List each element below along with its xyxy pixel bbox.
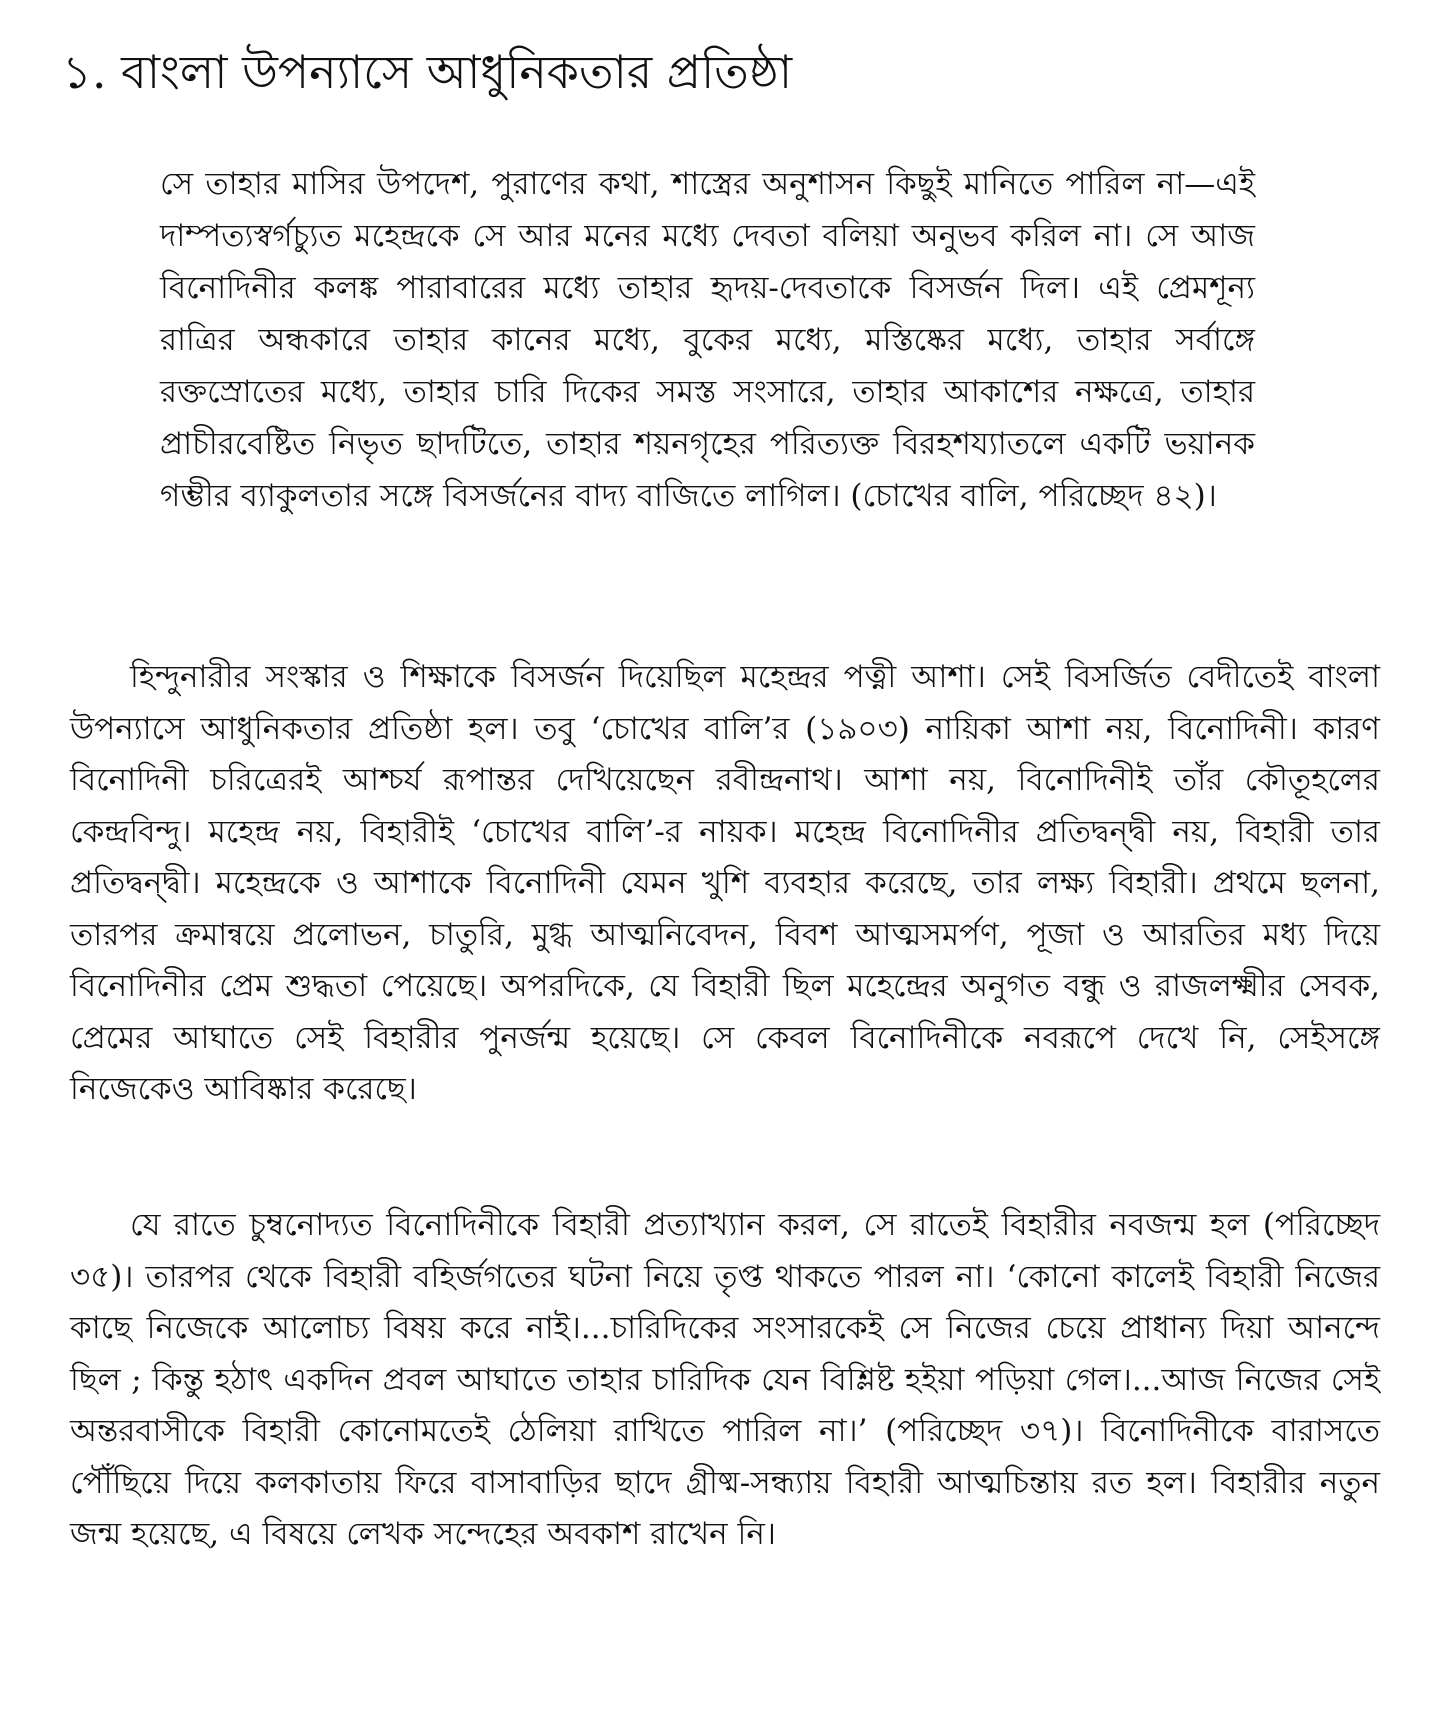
- body-paragraph: যে রাতে চুম্বনোদ্যত বিনোদিনীকে বিহারী প্রত্যাখ্যান করল, সে রাতেই বিহারীর নবজন্ম হল (পরিচ্ছেদ ৩৫)। তারপর থেকে বিহারী বহির্জগতের ঘটনা নিয়ে তৃপ্ত থাকতে পারল না। ‘কোনো কালেই বিহারী নিজের কাছে নিজেকে আলোচ্য বিষয় করে নাই।...চারিদিকের সংসারকেই সে নিজের চেয়ে প্রাধান্য দিয়া আনন্দে ছিল ; কিন্তু হঠাৎ একদিন প্রবল আঘাতে তাহার চারিদিক যেন বিশ্লিষ্ট হইয়া পড়িয়া গেল।...আজ নিজের সেই অন্তরবাসীকে বিহারী কোনোমতেই ঠেলিয়া রাখিতে পারিল না।’ (পরিচ্ছেদ ৩৭)। বিনোদিনীকে বারাসতে পৌঁছিয়ে দিয়ে কলকাতায় ফিরে বাসাবাড়ির ছাদে গ্রীষ্ম-সন্ধ্যায় বিহারী আত্মচিন্তায় রত হল। বিহারীর নতুন জন্ম হয়েছে, এ বিষয়ে লেখক সন্দেহের অবকাশ রাখেন নি।: [70, 1207, 1380, 1552]
- block-quote: সে তাহার মাসির উপদেশ, পুরাণের কথা, শাস্ত্রের অনুশাসন কিছুই মানিতে পারিল না—এই দাম্পত্যস্বর্গচ্যুত মহেন্দ্রকে সে আর মনের মধ্যে দেবতা বলিয়া অনুভব করিল না। সে আজ বিনোদিনীর কলঙ্ক পারাবারের মধ্যে তাহার হৃদয়-দেবতাকে বিসর্জন দিল। এই প্রেমশূন্য রাত্রির অন্ধকারে তাহার কানের মধ্যে, বুকের মধ্যে, মস্তিষ্কের মধ্যে, তাহার সর্বাঙ্গে রক্তস্রোতের মধ্যে, তাহার চারি দিকের সমস্ত সংসারে, তাহার আকাশের নক্ষত্রে, তাহার প্রাচীরবেষ্টিত নিভৃত ছাদটিতে, তাহার শয়নগৃহের পরিত্যক্ত বিরহশয্যাতলে একটি ভয়ানক গম্ভীর ব্যাকুলতার সঙ্গে বিসর্জনের বাদ্য বাজিতে লাগিল। (চোখের বালি, পরিচ্ছেদ ৪২)।: [160, 166, 1255, 514]
- chapter-title: ১. বাংলা উপন্যাসে আধুনিকতার প্রতিষ্ঠা: [62, 45, 793, 99]
- body-paragraph: হিন্দুনারীর সংস্কার ও শিক্ষাকে বিসর্জন দিয়েছিল মহেন্দ্রর পত্নী আশা। সেই বিসর্জিত বেদীতেই বাংলা উপন্যাসে আধুনিকতার প্রতিষ্ঠা হল। তবু ‘চোখের বালি’র (১৯০৩) নায়িকা আশা নয়, বিনোদিনী। কারণ বিনোদিনী চরিত্রেরই আশ্চর্য রূপান্তর দেখিয়েছেন রবীন্দ্রনাথ। আশা নয়, বিনোদিনীই তাঁর কৌতূহলের কেন্দ্রবিন্দু। মহেন্দ্র নয়, বিহারীই ‘চোখের বালি’-র নায়ক। মহেন্দ্র বিনোদিনীর প্রতিদ্বন্দ্বী নয়, বিহারী তার প্রতিদ্বন্দ্বী। মহেন্দ্রকে ও আশাকে বিনোদিনী যেমন খুশি ব্যবহার করেছে, তার লক্ষ্য বিহারী। প্রথমে ছলনা, তারপর ক্রমান্বয়ে প্রলোভন, চাতুরি, মুগ্ধ আত্মনিবেদন, বিবশ আত্মসমর্পণ, পূজা ও আরতির মধ্য দিয়ে বিনোদিনীর প্রেম শুদ্ধতা পেয়েছে। অপরদিকে, যে বিহারী ছিল মহেন্দ্রের অনুগত বন্ধু ও রাজলক্ষ্মীর সেবক, প্রেমের আঘাতে সেই বিহারীর পুনর্জন্ম হয়েছে। সে কেবল বিনোদিনীকে নবরূপে দেখে নি, সেইসঙ্গে নিজেকেও আবিষ্কার করেছে।: [70, 659, 1380, 1107]
